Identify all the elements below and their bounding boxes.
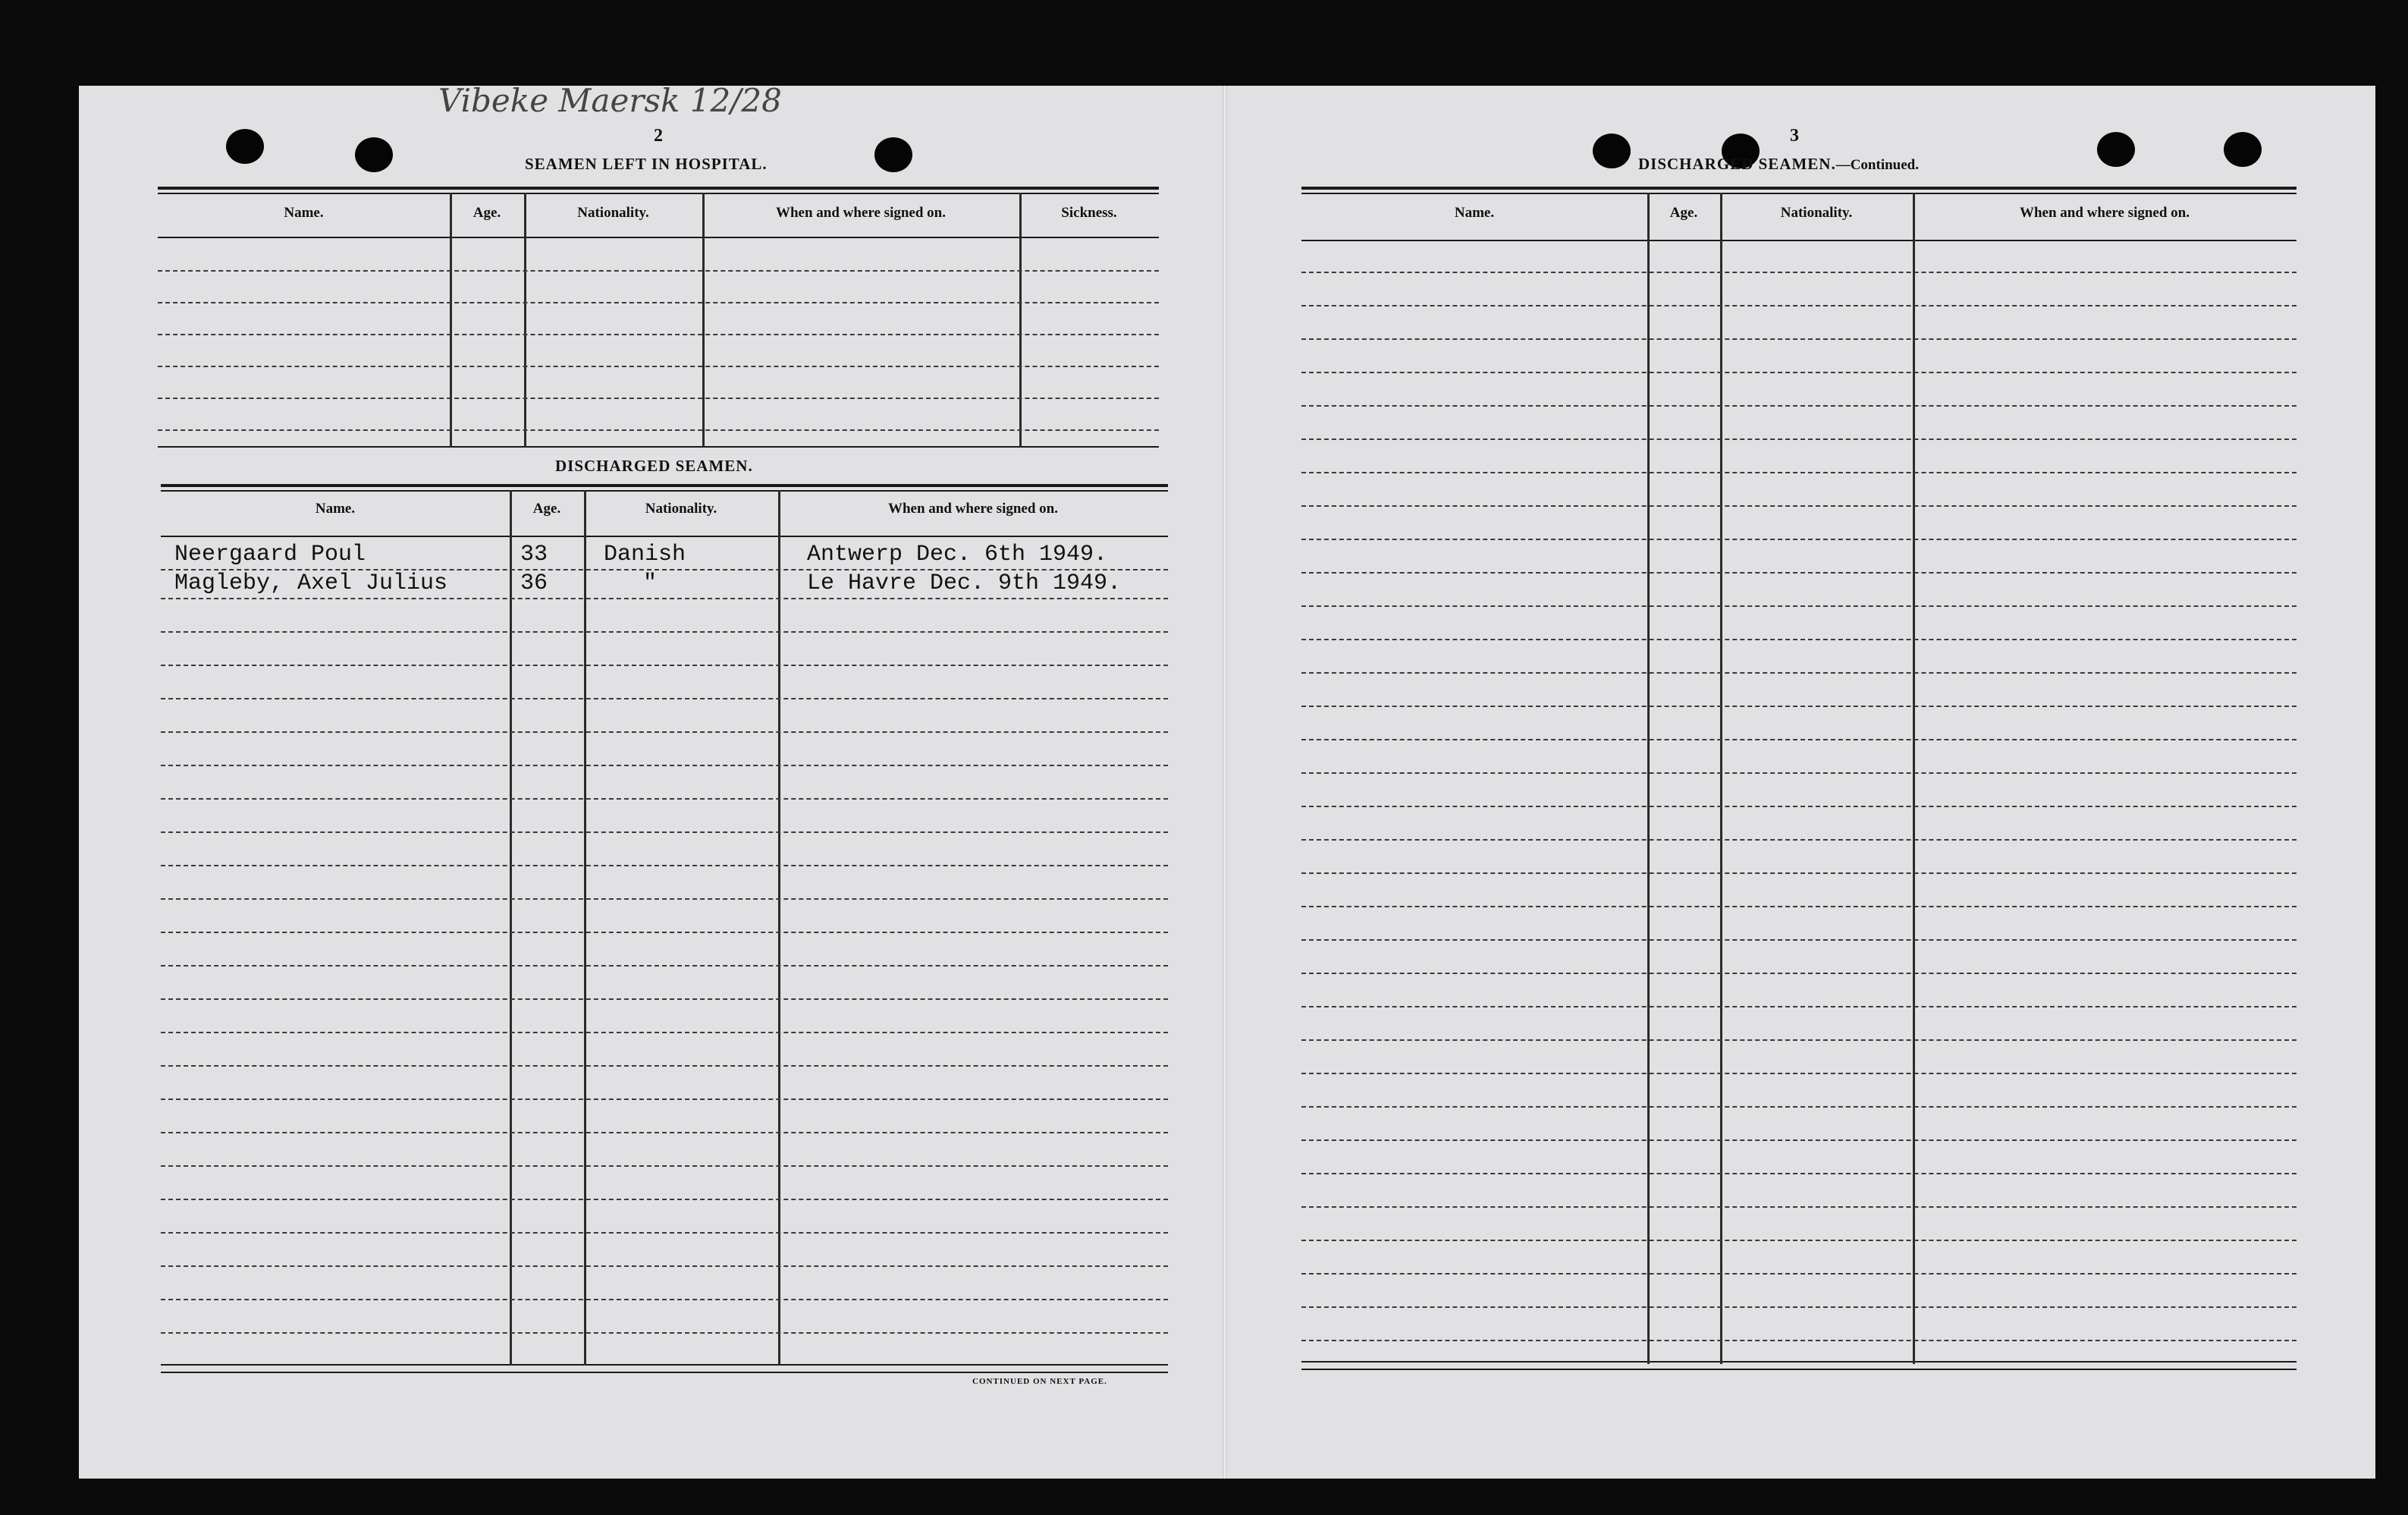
entry-line	[161, 965, 1168, 967]
seaman-signed-on: Antwerp Dec. 6th 1949.	[807, 542, 1108, 567]
entry-line	[1301, 405, 2297, 407]
entry-line	[1301, 1006, 2297, 1007]
entry-line	[158, 270, 1159, 272]
entry-line	[1301, 872, 2297, 874]
entry-line	[161, 1232, 1168, 1234]
entry-line	[1301, 1273, 2297, 1275]
entry-line	[158, 366, 1159, 367]
seaman-name: Magleby, Axel Julius	[174, 570, 448, 596]
entry-line	[161, 1065, 1168, 1067]
entry-line	[161, 598, 1168, 599]
entry-line	[1301, 973, 2297, 974]
section-title-hospital: SEAMEN LEFT IN HOSPITAL.	[525, 155, 768, 173]
section-title-discharged: DISCHARGED SEAMEN.	[555, 457, 753, 475]
entry-line	[1301, 472, 2297, 473]
entry-line	[161, 1099, 1168, 1100]
entry-line	[161, 665, 1168, 666]
discharged-continued-table	[1301, 187, 2297, 1373]
seaman-nationality: Danish	[604, 542, 686, 567]
punch-hole	[1593, 134, 1631, 168]
entry-line	[161, 831, 1168, 833]
seaman-nationality: "	[643, 570, 658, 596]
page-number: 3	[1790, 126, 1799, 146]
entry-line	[1301, 305, 2297, 306]
column-header: Age.	[532, 501, 561, 517]
entry-line	[1301, 1106, 2297, 1108]
entry-line	[158, 429, 1159, 431]
continued-note: CONTINUED ON NEXT PAGE.	[972, 1377, 1107, 1386]
entry-line	[161, 1199, 1168, 1200]
column-header: Name.	[315, 501, 356, 517]
entry-line	[1301, 1306, 2297, 1308]
seaman-age: 33	[520, 542, 548, 567]
column-header: Sickness.	[1061, 205, 1117, 221]
section-title-suffix: —Continued.	[1835, 157, 1919, 173]
column-header: Name.	[1454, 205, 1495, 221]
entry-line	[1301, 539, 2297, 540]
entry-line	[161, 1299, 1168, 1300]
entry-line	[1301, 572, 2297, 574]
entry-line	[1301, 272, 2297, 273]
punch-hole	[2224, 132, 2262, 167]
entry-line	[1301, 939, 2297, 941]
column-header: When and where signed on.	[887, 501, 1058, 517]
column-header: Age.	[1669, 205, 1698, 221]
entry-line	[158, 334, 1159, 335]
entry-line	[1301, 839, 2297, 841]
seaman-signed-on: Le Havre Dec. 9th 1949.	[807, 570, 1122, 596]
page-number: 2	[654, 126, 663, 146]
discharged-table	[161, 484, 1168, 1373]
entry-line	[1301, 672, 2297, 674]
punch-hole	[2097, 132, 2135, 167]
entry-line	[1301, 605, 2297, 607]
seaman-name: Neergaard Poul	[174, 542, 366, 567]
punch-hole	[226, 129, 264, 164]
entry-line	[1301, 706, 2297, 707]
column-header: Nationality.	[645, 501, 717, 517]
entry-line	[1301, 906, 2297, 907]
entry-line	[161, 998, 1168, 1000]
column-header: Age.	[472, 205, 501, 221]
column-header: Nationality.	[577, 205, 649, 221]
column-header: When and where signed on.	[775, 205, 946, 221]
entry-line	[1301, 1139, 2297, 1141]
entry-line	[1301, 1206, 2297, 1208]
entry-line	[1301, 772, 2297, 774]
entry-line	[1301, 372, 2297, 373]
entry-line	[158, 398, 1159, 399]
entry-line	[1301, 1173, 2297, 1174]
column-header: Name.	[284, 205, 324, 221]
entry-line	[161, 698, 1168, 699]
entry-line	[1301, 1340, 2297, 1341]
entry-line	[161, 731, 1168, 733]
entry-line	[1301, 806, 2297, 807]
entry-line	[161, 798, 1168, 800]
entry-line	[161, 1032, 1168, 1033]
entry-line	[1301, 739, 2297, 740]
entry-line	[158, 302, 1159, 303]
entry-line	[161, 865, 1168, 866]
entry-line	[161, 1332, 1168, 1334]
entry-line	[161, 1165, 1168, 1167]
entry-line	[161, 631, 1168, 633]
entry-line	[161, 1265, 1168, 1267]
column-header: When and where signed on.	[2019, 205, 2190, 221]
hospital-table	[158, 187, 1159, 448]
section-title-discharged-continued	[1638, 155, 1919, 174]
entry-line	[161, 1132, 1168, 1133]
entry-line	[161, 765, 1168, 766]
punch-hole	[874, 137, 912, 172]
seaman-age: 36	[520, 570, 548, 596]
entry-line	[1301, 1039, 2297, 1041]
column-header: Nationality.	[1780, 205, 1853, 221]
section-title-text: DISCHARGED SEAMEN.	[1638, 155, 1836, 173]
entry-line	[1301, 438, 2297, 440]
handwritten-note: Vibeke Maersk 12/28	[438, 82, 782, 119]
entry-line	[1301, 639, 2297, 640]
entry-line	[1301, 1073, 2297, 1074]
entry-line	[1301, 505, 2297, 507]
entry-line	[161, 932, 1168, 933]
entry-line	[1301, 338, 2297, 340]
punch-hole	[355, 137, 393, 172]
entry-line	[161, 898, 1168, 900]
entry-line	[1301, 1240, 2297, 1241]
